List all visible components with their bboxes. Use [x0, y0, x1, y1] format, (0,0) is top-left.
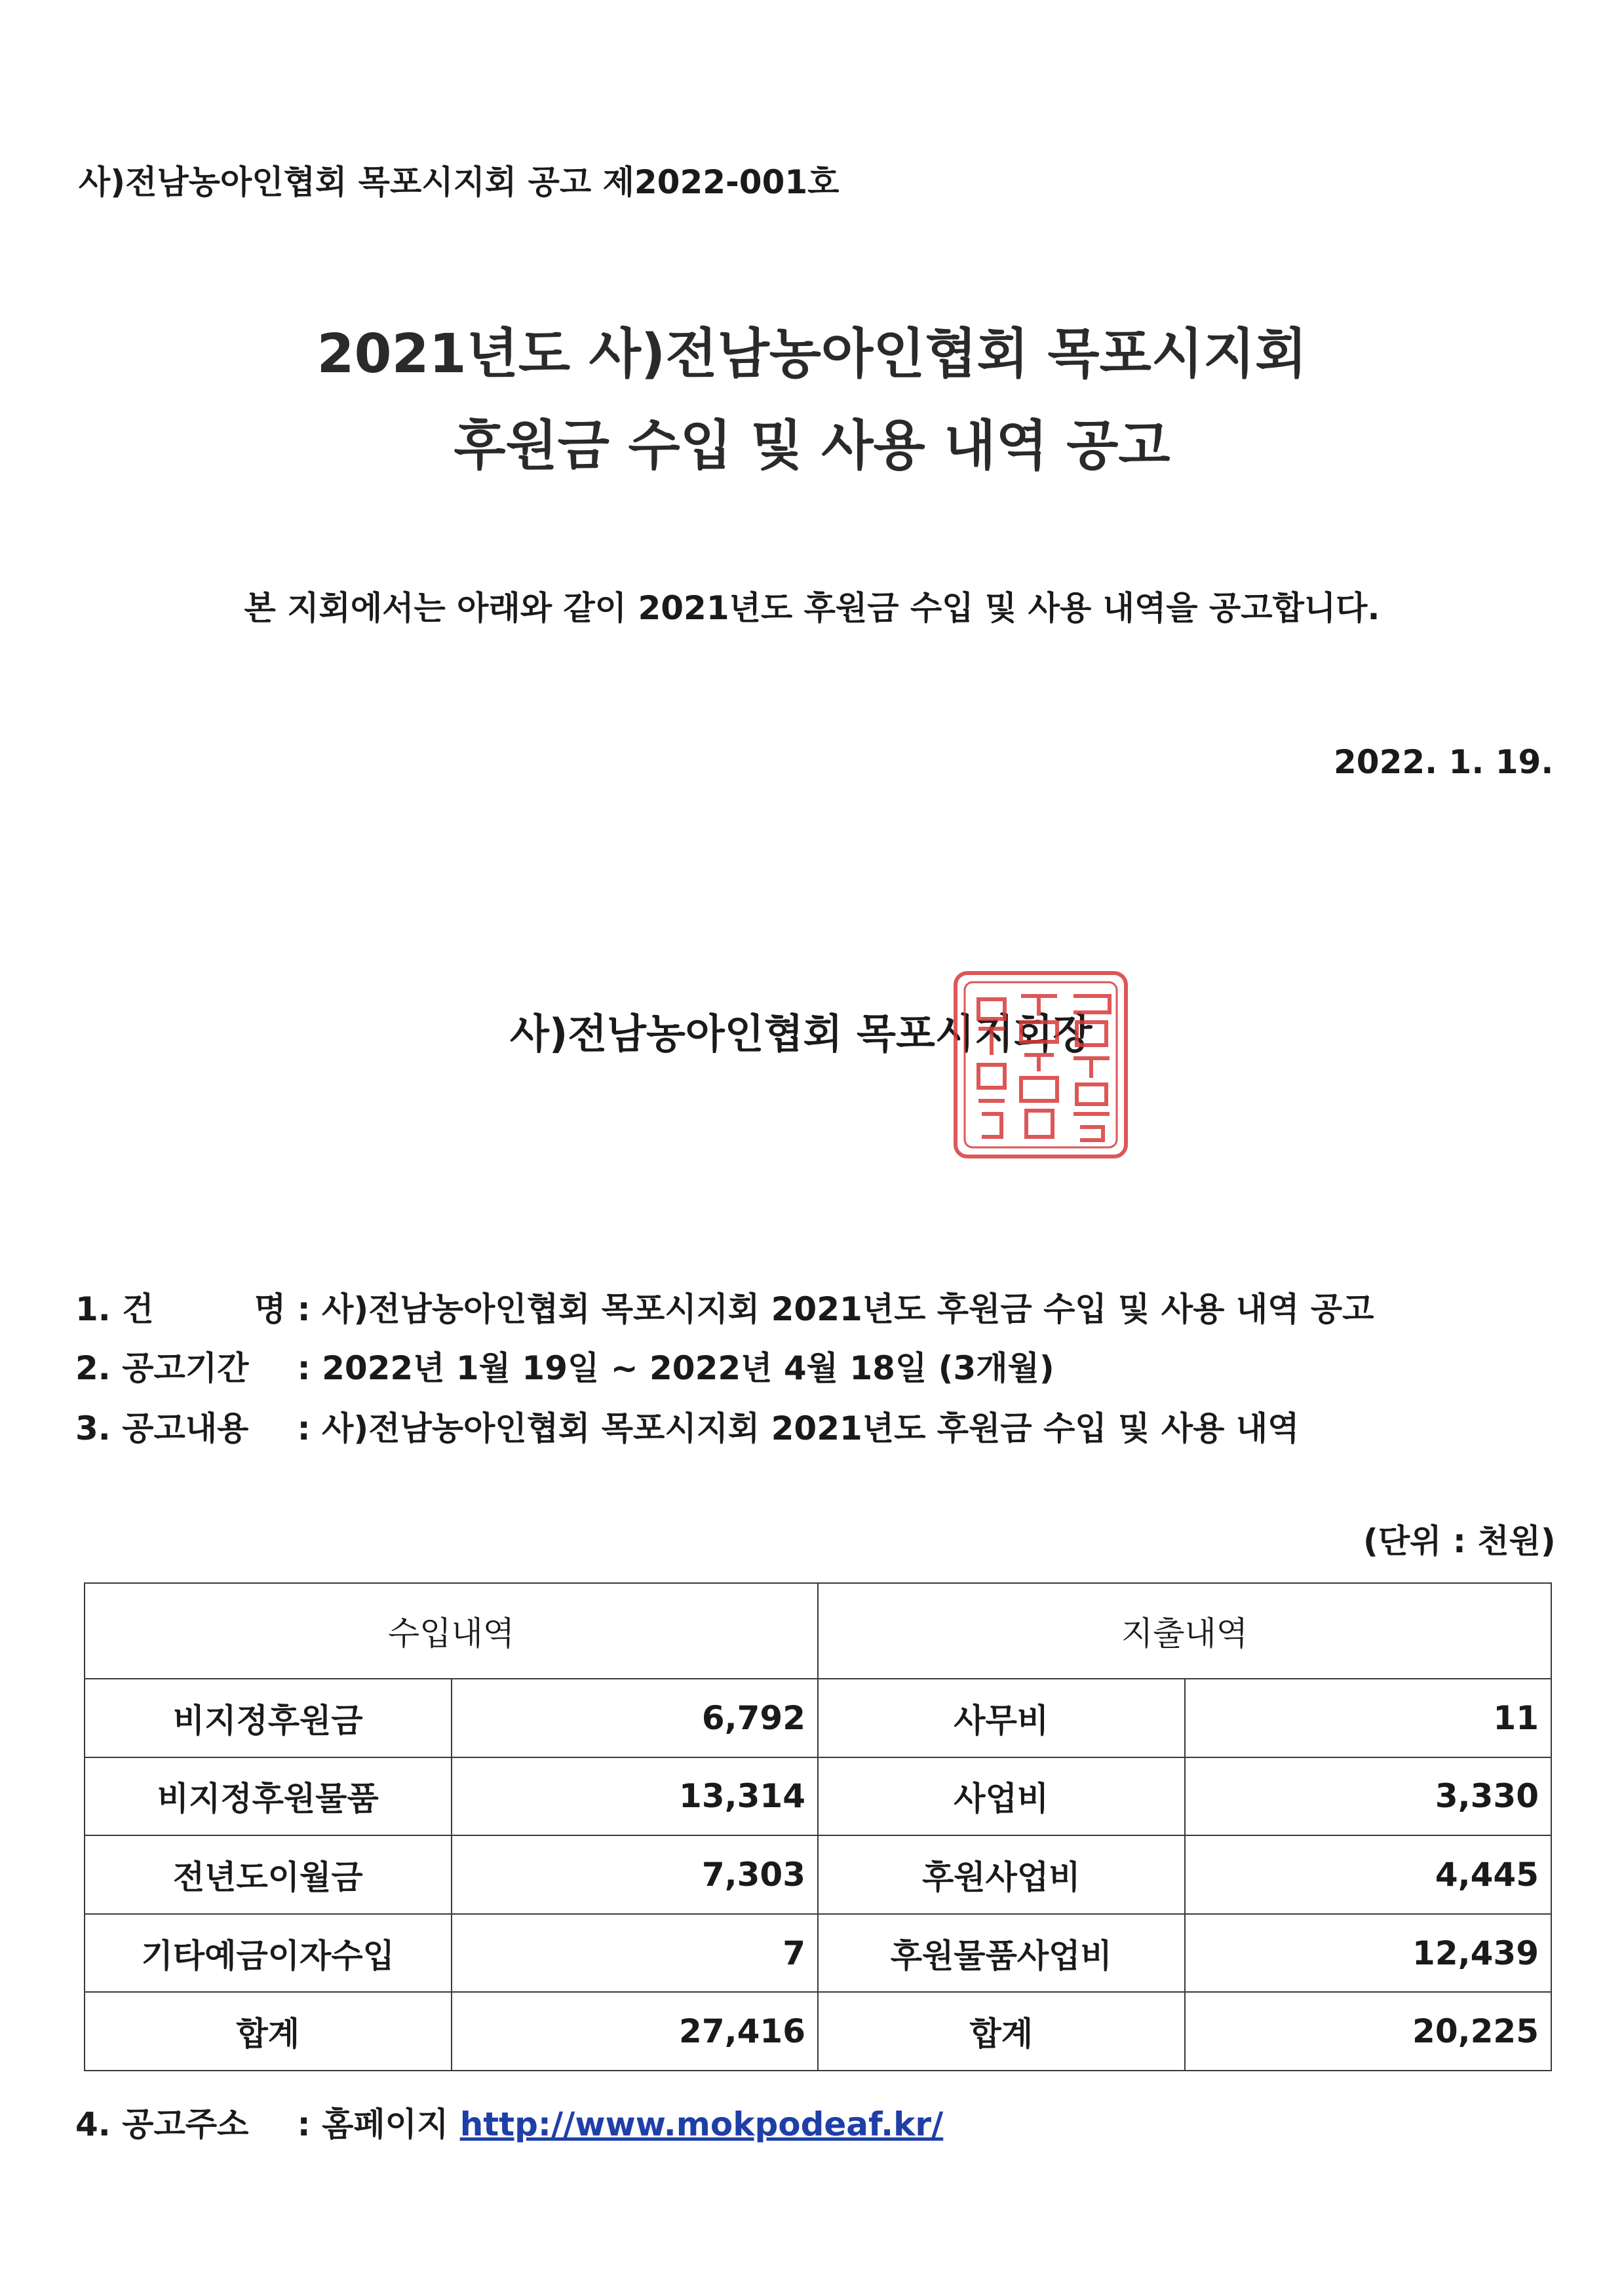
- item-number: 3.: [75, 1409, 111, 1447]
- unit-label: (단위 : 천원): [1363, 1522, 1556, 1560]
- title-line-1: 2021년도 사)전남농아인협회 목포시지회: [317, 323, 1307, 385]
- income-label: 전년도이월금: [85, 1835, 452, 1914]
- income-label: 비지정후원금: [85, 1679, 452, 1757]
- notice-number: 사)전남농아인협회 목포시지회 공고 제2022-001호: [79, 163, 840, 201]
- item-sep: :: [297, 1409, 311, 1447]
- table-row: [85, 1835, 1551, 1914]
- item-sep: :: [297, 1290, 311, 1328]
- item-number: 1.: [75, 1290, 111, 1328]
- expense-value: 3,330: [1185, 1757, 1552, 1836]
- table-total-row: [85, 1992, 1551, 2071]
- income-value: 7: [452, 1914, 819, 1993]
- finance-table: [84, 1582, 1552, 2071]
- signer-name: 사)전남농아인협회 목포시지회장: [510, 1010, 1092, 1058]
- expense-value: 4,445: [1185, 1835, 1552, 1914]
- intro-text: 본 지회에서는 아래와 같이 2021년도 후원금 수입 및 사용 내역을 공고합니다.: [244, 589, 1380, 627]
- expense-label: 사업비: [818, 1757, 1185, 1836]
- income-label: 비지정후원물품: [85, 1757, 452, 1836]
- table-row: [85, 1679, 1551, 1757]
- item-address: [75, 2098, 943, 2145]
- item-value: 2022년 1월 19일 ~ 2022년 4월 18일 (3개월): [322, 1349, 1054, 1387]
- item-value: 홈페이지: [322, 2105, 449, 2143]
- expense-value: 12,439: [1185, 1914, 1552, 1993]
- item-period: [75, 1342, 1054, 1389]
- expense-label: 후원사업비: [818, 1835, 1185, 1914]
- expense-total-label: 합계: [818, 1992, 1185, 2071]
- item-title: [75, 1283, 1374, 1330]
- item-number: 2.: [75, 1349, 111, 1387]
- item-value: 사)전남농아인협회 목포시지회 2021년도 후원금 수입 및 사용 내역 공고: [322, 1290, 1374, 1328]
- expense-label: 후원물품사업비: [818, 1914, 1185, 1993]
- title-line-2: 후원금 수입 및 사용 내역 공고: [454, 415, 1170, 477]
- expense-value: 11: [1185, 1679, 1552, 1757]
- income-label: 기타예금이자수입: [85, 1914, 452, 1993]
- expense-header: 지출내역: [818, 1583, 1551, 1679]
- income-header: 수입내역: [85, 1583, 818, 1679]
- income-value: 13,314: [452, 1757, 819, 1836]
- income-value: 6,792: [452, 1679, 819, 1757]
- item-key: 건 명: [122, 1290, 286, 1328]
- table-header-row: [85, 1583, 1551, 1679]
- item-sep: :: [297, 1349, 311, 1387]
- item-key: 공고주소: [122, 2105, 249, 2143]
- item-content: [75, 1402, 1299, 1449]
- income-value: 7,303: [452, 1835, 819, 1914]
- expense-total-value: 20,225: [1185, 1992, 1552, 2071]
- item-value: 사)전남농아인협회 목포시지회 2021년도 후원금 수입 및 사용 내역: [322, 1409, 1300, 1447]
- item-key: 공고기간: [122, 1349, 249, 1387]
- expense-label: 사무비: [818, 1679, 1185, 1757]
- homepage-link[interactable]: http://www.mokpodeaf.kr/: [459, 2105, 944, 2143]
- item-number: 4.: [75, 2105, 111, 2143]
- official-seal-icon: [949, 966, 1132, 1163]
- income-total-value: 27,416: [452, 1992, 819, 2071]
- item-sep: :: [297, 2105, 311, 2143]
- notice-date: 2022. 1. 19.: [1334, 743, 1554, 781]
- income-total-label: 합계: [85, 1992, 452, 2071]
- table-row: [85, 1914, 1551, 1993]
- table-row: [85, 1757, 1551, 1836]
- item-key: 공고내용: [122, 1409, 249, 1447]
